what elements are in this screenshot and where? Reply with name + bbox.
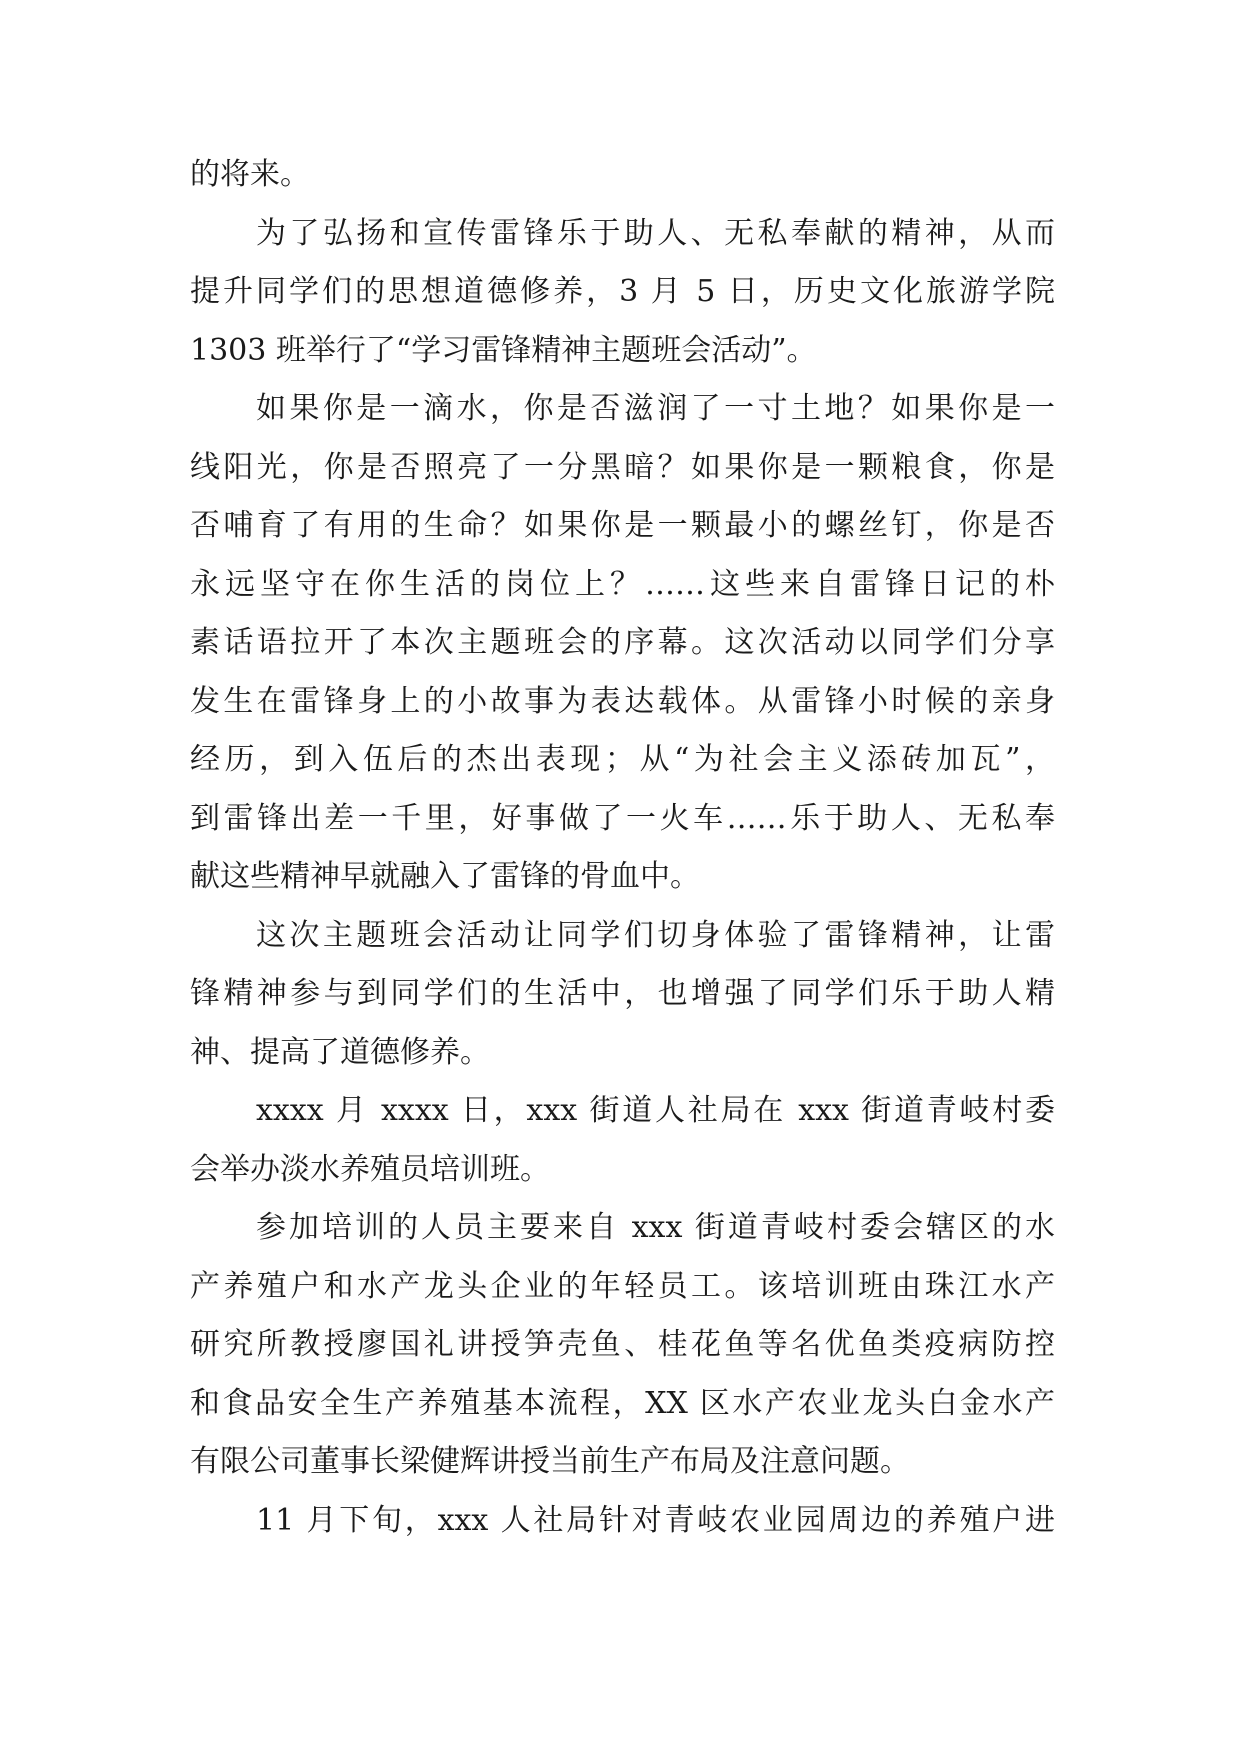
text-line: 的将来。 bbox=[190, 157, 310, 192]
text-line: 1303 班举行了“学习雷锋精神主题班会活动”。 bbox=[190, 332, 817, 368]
text-line: 有限公司董事长梁健辉讲授当前生产布局及注意问题。 bbox=[190, 1444, 910, 1479]
text-line: 参加培训的人员主要来自 xxx 街道青岐村委会辖区的水 bbox=[256, 1210, 1055, 1245]
text-line: 如果你是一滴水，你是否滋润了一寸土地？如果你是一 bbox=[256, 391, 1055, 426]
paragraph bbox=[190, 205, 1055, 381]
text-line: 和食品安全生产养殖基本流程，XX 区水产农业龙头白金水产 bbox=[190, 1385, 1055, 1421]
text-line: 发生在雷锋身上的小故事为表达载体。从雷锋小时候的亲身 bbox=[190, 683, 1055, 719]
paragraph bbox=[190, 380, 1055, 907]
text-line: 否哺育了有用的生命？如果你是一颗最小的螺丝钉，你是否 bbox=[190, 508, 1055, 543]
text-line: 锋精神参与到同学们的生活中，也增强了同学们乐于助人精 bbox=[190, 976, 1055, 1011]
text-line: 研究所教授廖国礼讲授笋壳鱼、桂花鱼等名优鱼类疫病防控 bbox=[190, 1327, 1055, 1362]
paragraph bbox=[190, 1082, 1055, 1199]
text-line: 永远坚守在你生活的岗位上？……这些来自雷锋日记的朴 bbox=[190, 566, 1055, 602]
text-line: 到雷锋出差一千里，好事做了一火车……乐于助人、无私奉 bbox=[190, 800, 1055, 836]
paragraph bbox=[190, 1492, 1055, 1551]
text-line: xxxx 月 xxxx 日，xxx 街道人社局在 xxx 街道青岐村委 bbox=[256, 1093, 1055, 1128]
text-line: 这次主题班会活动让同学们切身体验了雷锋精神，让雷 bbox=[256, 917, 1055, 953]
text-line: 产养殖户和水产龙头企业的年轻员工。该培训班由珠江水产 bbox=[190, 1268, 1055, 1304]
text-line: 经历，到入伍后的杰出表现；从“为社会主义添砖加瓦”， bbox=[190, 742, 1055, 777]
text-line: 献这些精神早就融入了雷锋的骨血中。 bbox=[190, 859, 700, 894]
text-line: 11 月下旬，xxx 人社局针对青岐农业园周边的养殖户进 bbox=[256, 1502, 1055, 1538]
document-body bbox=[190, 146, 1055, 1550]
paragraph bbox=[190, 146, 1055, 205]
text-line: 为了弘扬和宣传雷锋乐于助人、无私奉献的精神，从而 bbox=[256, 215, 1055, 251]
paragraph bbox=[190, 907, 1055, 1083]
text-line: 素话语拉开了本次主题班会的序幕。这次活动以同学们分享 bbox=[190, 625, 1055, 660]
text-line: 会举办淡水养殖员培训班。 bbox=[190, 1151, 550, 1187]
text-line: 提升同学们的思想道德修养，3 月 5 日，历史文化旅游学院 bbox=[190, 274, 1055, 309]
paragraph bbox=[190, 1199, 1055, 1492]
text-line: 线阳光，你是否照亮了一分黑暗？如果你是一颗粮食，你是 bbox=[190, 449, 1055, 485]
text-line: 神、提高了道德修养。 bbox=[190, 1034, 490, 1070]
